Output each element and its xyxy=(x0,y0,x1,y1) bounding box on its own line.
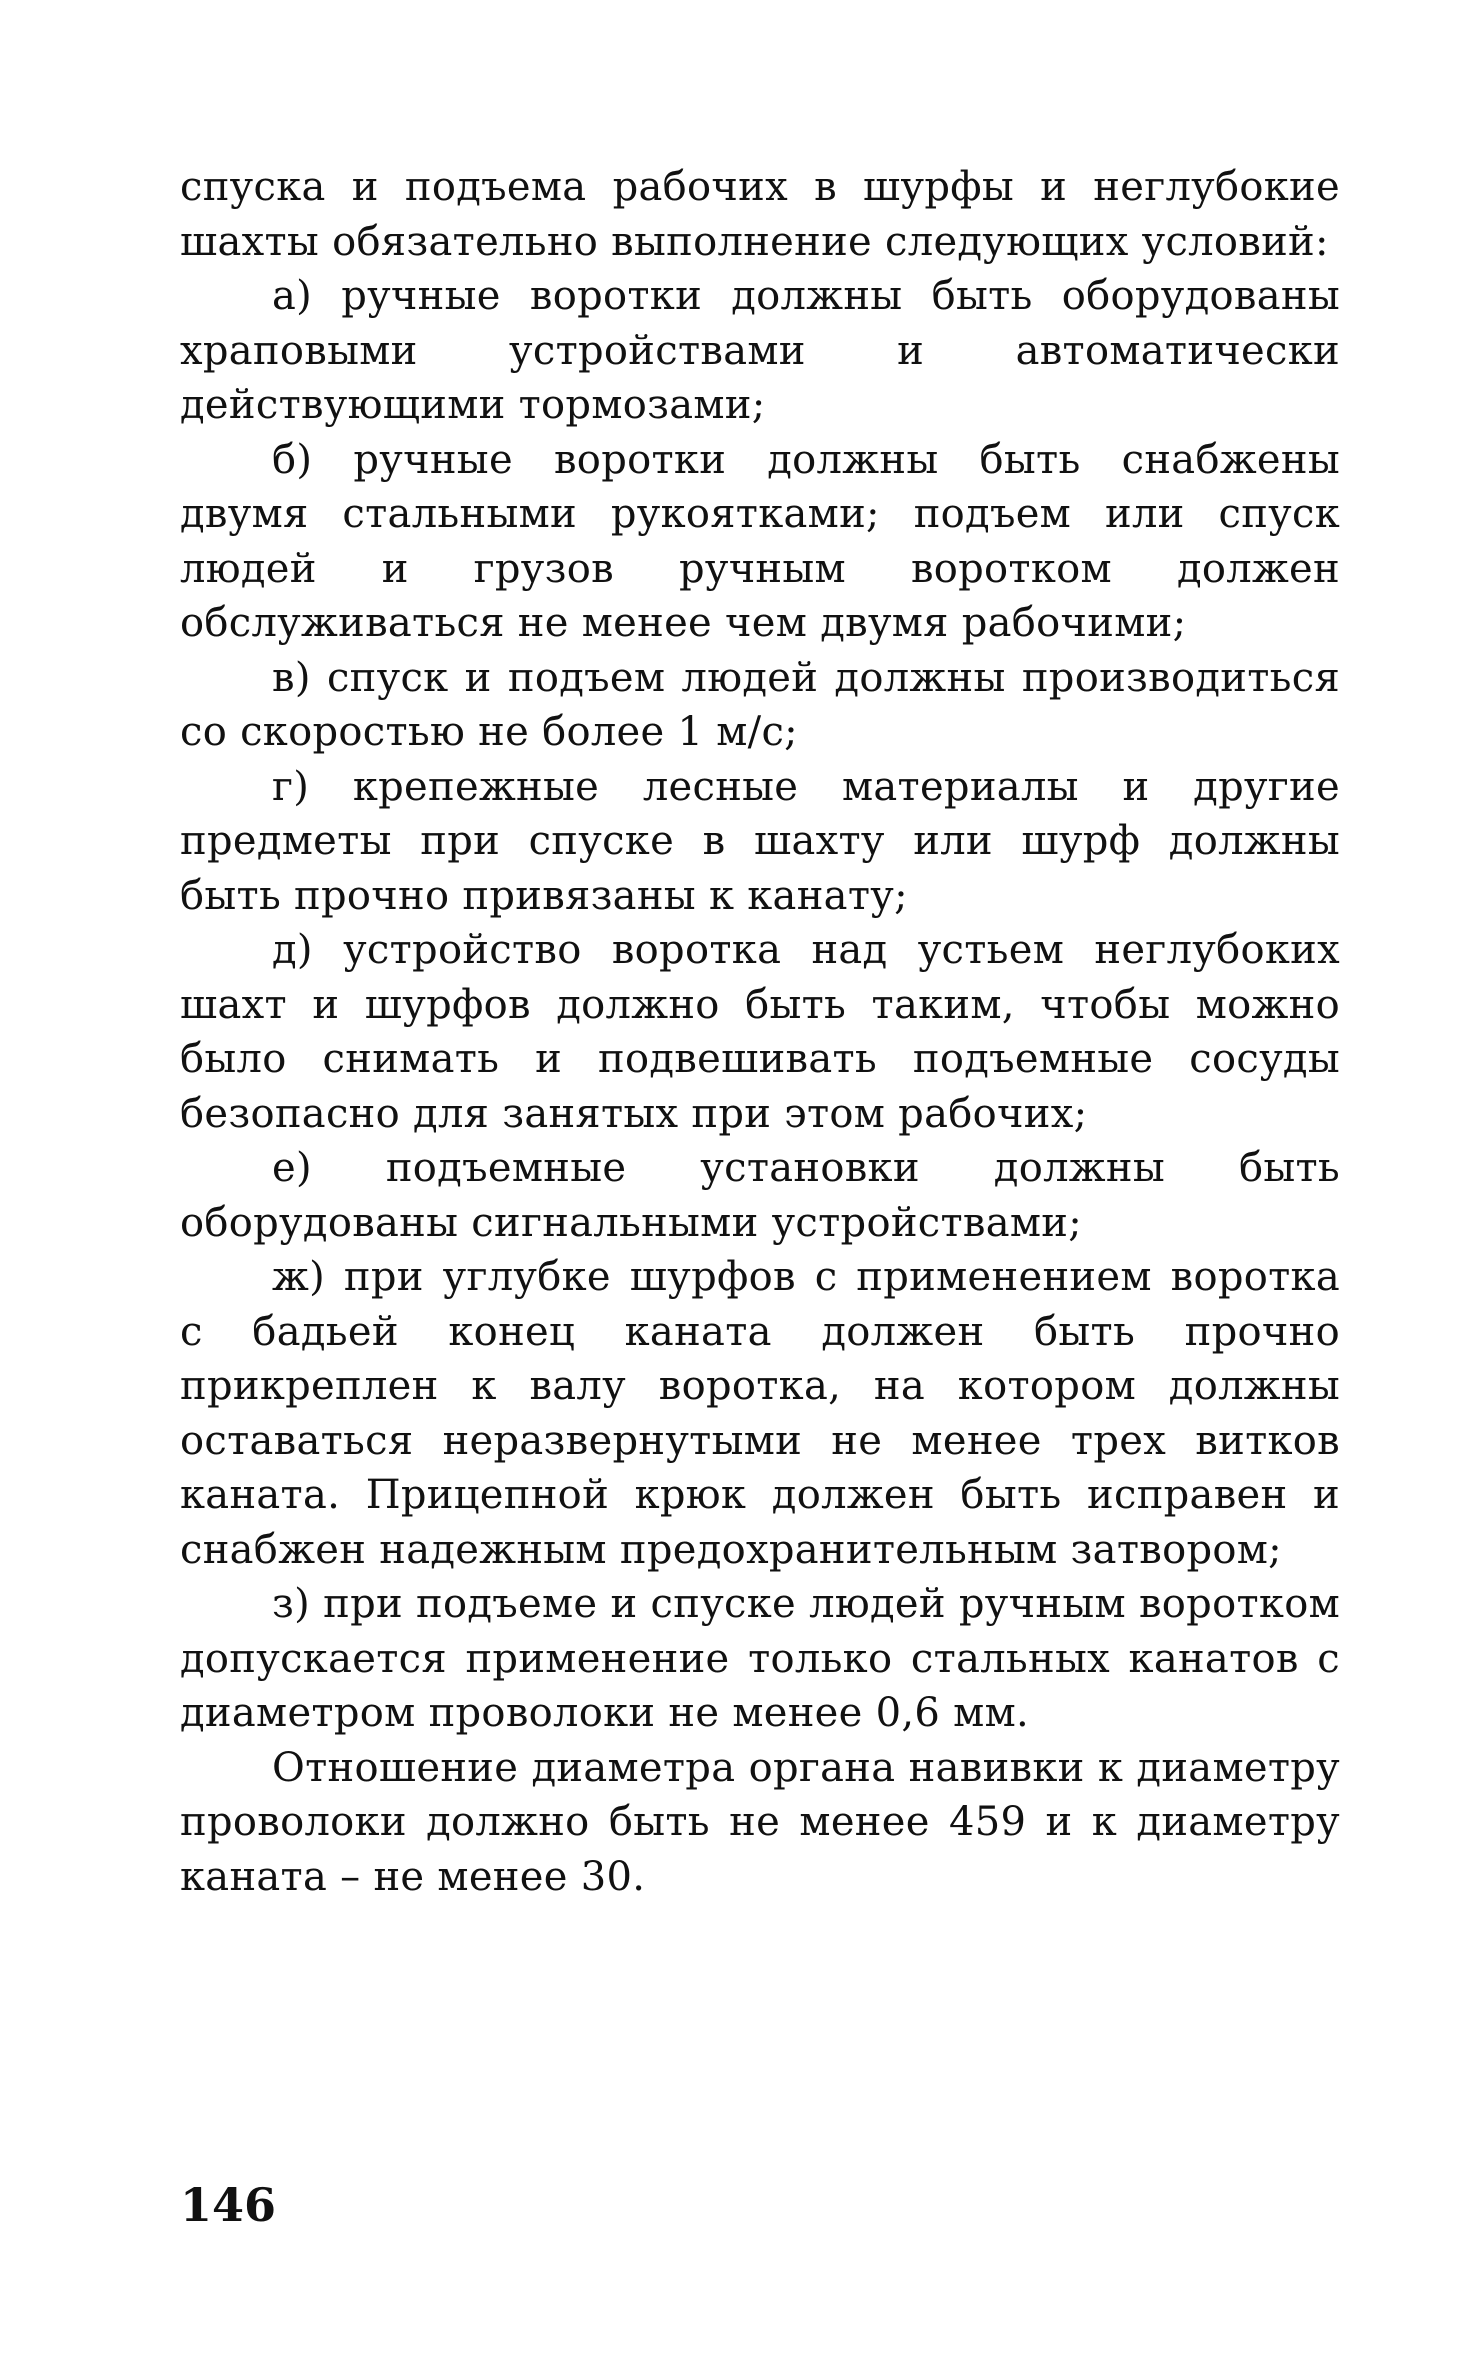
list-item-a: а) ручные воротки должны быть оборудованы храповыми устройствами и автоматически действующими тормозами; xyxy=(180,273,1340,428)
list-item-d: д) устройство воротка над устьем неглубоких шахт и шурфов должно быть таким, чтобы можно было снимать и подвешивать подъемные сосуды безопасно для занятых при этом рабочих; xyxy=(180,927,1340,1137)
list-item-z: з) при подъеме и спуске людей ручным воротком допускается применение только стальных канатов с диаметром проволоки не менее 0,6 мм. xyxy=(180,1581,1340,1736)
paragraph-ratio: Отношение диаметра органа навивки к диаметру проволоки должно быть не менее 459 и к диаметру каната – не менее 30. xyxy=(180,1744,1340,1900)
list-item-g: г) крепежные лесные материалы и другие предметы при спуске в шахту или шурф должны быть прочно привязаны к канату; xyxy=(180,763,1340,919)
page-number: 146 xyxy=(180,2178,277,2232)
body-text xyxy=(180,160,1340,1904)
list-item-e: е) подъемные установки должны быть оборудованы сигнальными устройствами; xyxy=(180,1145,1340,1246)
list-item-v: в) спуск и подъем людей должны производиться со скоростью не более 1 м/с; xyxy=(180,654,1340,755)
list-item-b: б) ручные воротки должны быть снабжены двумя стальными рукоятками; подъем или спуск людей и грузов ручным воротком должен обслуживаться не менее чем двумя рабочими; xyxy=(180,436,1340,646)
list-item-zh: ж) при углубке шурфов с применением воротка с бадьей конец каната должен быть прочно прикреплен к валу воротка, на котором должны оставаться неразвернутыми не менее трех витков каната. Прицепной крюк должен быть исправен и снабжен надежным предохранительным затвором; xyxy=(180,1254,1340,1573)
paragraph-intro: спуска и подъема рабочих в шурфы и неглубокие шахты обязательно выполнение следующих условий: xyxy=(180,164,1340,265)
